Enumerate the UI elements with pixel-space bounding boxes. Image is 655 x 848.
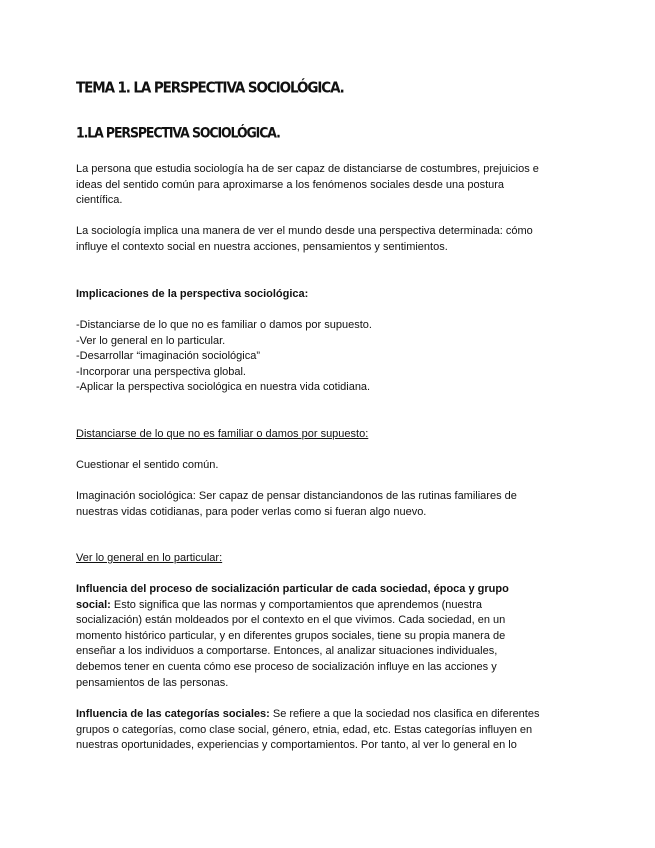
text-line: La persona que estudia sociología ha de ser capaz de distanciarse de costumbres, prejuicios e [76,163,539,175]
text-line: Imaginación sociológica: Ser capaz de pensar distanciandonos de las rutinas familiares de [76,490,517,502]
text-line: científica. [76,194,123,207]
list-item: -Aplicar la perspectiva sociológica en nuestra vida cotidiana. [76,381,371,394]
bold-lead-line: Influencia del proceso de socialización particular de cada sociedad, época y grupo [76,583,509,595]
text-line: enseñar a los individuos a comportarse. Entonces, al analizar situaciones individuales, [76,645,498,658]
text-line: debemos tener en cuenta cómo ese proceso de socialización influye en las acciones y [76,660,497,673]
underlined-heading: Ver lo general en lo particular: [76,552,223,564]
list-item: -Incorporar una perspectiva global. [76,365,246,378]
text-line: nuestras vidas cotidianas, para poder verlas como si fueran algo nuevo. [76,505,427,518]
text-line [76,598,581,614]
text-line: Cuestionar el sentido común. [76,459,219,471]
text-line: momento histórico particular, y en diferentes grupos sociales, tiene su propia manera de [76,629,506,642]
influencia-categorias-paragraph [76,707,581,754]
bold-heading: Implicaciones de la perspectiva sociológica: [76,288,309,300]
intro-paragraph-1 [76,162,581,209]
list-item: -Distanciarse de lo que no es familiar o damos por supuesto. [76,319,372,331]
text-line: pensamientos de las personas. [76,676,229,689]
intro-paragraph-2 [76,224,581,255]
bold-lead: Influencia de las categorías sociales: [76,708,270,720]
text-run: Esto significa que las normas y comportamientos que aprendemos (nuestra [110,598,482,611]
text-line: socialización) están moldeados por el contexto en el que vivimos. Cada sociedad, en un [76,614,506,627]
text-line: La sociología implica una manera de ver el mundo desde una perspectiva determinada: cómo [76,225,533,237]
underlined-heading: Distanciarse de lo que no es familiar o damos por supuesto: [76,428,369,440]
text-line [76,707,581,723]
distanciarse-heading [76,427,581,443]
text-run: Se refiere a que la sociedad nos clasifica en diferentes [269,708,540,720]
section-heading: 1.LA PERSPECTIVA SOCIOLÓGICA. [76,124,280,141]
document-title: TEMA 1. LA PERSPECTIVA SOCIOLÓGICA. [76,79,344,97]
implicaciones-heading [76,287,581,303]
text-line: influye el contexto social en nuestra acciones, pensamientos y sentimientos. [76,240,448,253]
imaginacion-paragraph [76,489,581,520]
bold-lead: social: [76,598,111,611]
list-item: -Desarrollar “imaginación sociológica” [76,350,261,363]
cuestionar-paragraph [76,458,581,474]
text-line: ideas del sentido común para aproximarse a los fenómenos sociales desde una postura [76,178,505,191]
influencia-socializacion-paragraph [76,582,581,691]
text-line: grupos o categorías, como clase social, género, etnia, edad, etc. Estas categorías influyen en [76,723,533,736]
implicaciones-list [76,318,581,396]
text-line: nuestras oportunidades, experiencias y comportamientos. Por tanto, al ver lo general en lo [76,739,517,752]
list-item: -Ver lo general en lo particular. [76,334,226,347]
ver-general-heading [76,551,581,567]
